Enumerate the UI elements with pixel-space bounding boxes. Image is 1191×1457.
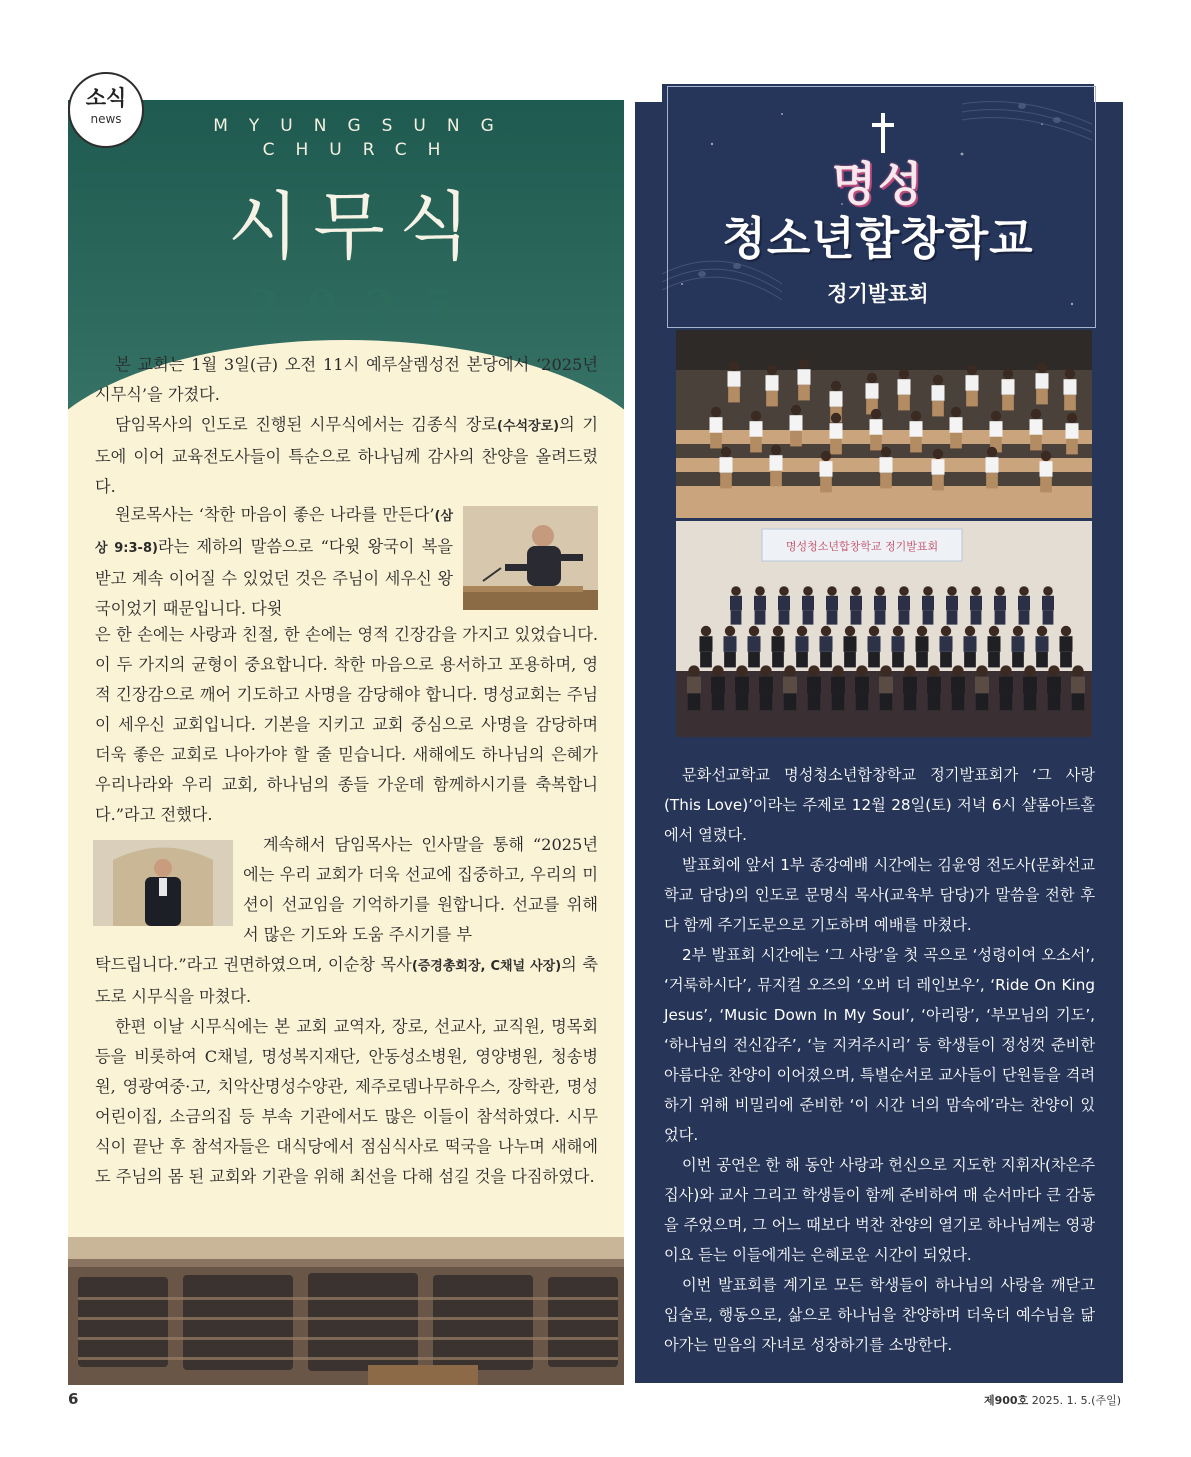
left-article [68, 100, 624, 1385]
paragraph-2: 담임목사의 인도로 진행된 시무식에서는 김종식 장로(수석장로)의 기도에 이어 교육전도사들이 특순으로 하나님께 감사의 찬양을 올려드렸다. [95, 415, 598, 496]
article-title: 시무식 [227, 184, 485, 270]
issue-info: 제900호 2025. 1. 5.(주일) [983, 1394, 1121, 1407]
choir-group-photo [676, 521, 1092, 737]
article-body-part1 [95, 350, 598, 502]
paragraph-4-end: 탁드립니다.”라고 권면하였으며, 이순창 목사(증경총회장, C채널 사장)의 축도로 시무식을 마쳤다. [95, 955, 599, 1006]
banner-text: 명성청소년합창학교 정기발표회 [785, 540, 939, 553]
article-body-part2 [95, 500, 453, 624]
paragraph-4-start: 계속해서 담임목사는 인사말을 통해 “2025년에는 우리 교회가 더욱 선교에 집중하고, 우리의 미션이 선교임을 기억하기를 원합니다. 선교를 위해서 많은 기도와 도움 주시기를 부 [243, 835, 598, 944]
paragraph-5: 한편 이날 시무식에는 본 교회 교역자, 장로, 선교사, 교직원, 명목회 등을 비롯하여 C채널, 명성복지재단, 안동성소병원, 영양병원, 청송병원, 영광여중·고, 치악산명성수양관, 제주로뎀나무하우스, 장학관, 명성어린이집, 소금의집 등 부속 기관에서도 많은 이들이 참석하였다. 시무식이 끝난 후 참석자들은 대식당에서 점심식사로 떡국을 나누며 새해에도 주님의 몸 된 교회와 기관을 위해 최선을 다해 섬길 것을 다짐하였다. [95, 1017, 598, 1186]
paragraph-3-start: 원로목사는 ‘착한 마음이 좋은 나라를 만든다’(삼상 9:3-8)라는 제하의 말씀으로 “다윗 왕국이 복을 받고 계속 이어질 수 있었던 것은 주님이 세우신 왕국이었기 때문입니다. 다윗 [95, 505, 453, 618]
article-body-part5 [95, 950, 598, 1192]
choir-paragraph-4: 이번 공연은 한 해 동안 사랑과 헌신으로 지도한 지휘자(차은주 집사)와 교사 그리고 학생들이 함께 준비하여 매 순서마다 큰 감동을 주었으며, 그 어느 때보다 벅찬 찬양의 열기로 하나님께는 영광이요 듣는 이들에게는 은혜로운 시간이 되었다. [664, 1156, 1095, 1264]
choir-title-line1: 명성 [831, 157, 925, 211]
choir-article-body [664, 760, 1095, 1360]
lead-pastor-photo [93, 840, 233, 926]
article-year: 2025 [247, 280, 481, 334]
choir-performance-photo [676, 330, 1092, 518]
congregation-photo [68, 1237, 624, 1385]
article-body-part4 [243, 830, 598, 950]
choir-paragraph-2: 발표회에 앞서 1부 종강예배 시간에는 김윤영 전도사(문화선교학교 담당)의 인도로 문명식 목사(교육부 담당)가 말씀을 전한 후 다 함께 주기도문으로 기도하며 예배를 마쳤다. [664, 856, 1095, 934]
choir-title-line2: 청소년합창학교 [722, 212, 1034, 265]
choir-subtitle: 정기발표회 [827, 282, 929, 306]
senior-pastor-photo [463, 506, 598, 610]
choir-paragraph-5: 이번 발표회를 계기로 모든 학생들이 하나님의 사랑을 깨닫고 입술로, 행동으로, 삶으로 하나님을 찬양하며 더욱더 예수님을 닮아가는 믿음의 자녀로 성장하기를 소망한다. [664, 1276, 1095, 1354]
church-name-line1: MYUNGSUNG [213, 116, 515, 136]
church-name-line2: CHURCH [262, 140, 462, 160]
badge-sub: news [90, 112, 122, 126]
section-badge [68, 72, 144, 148]
paragraph-1: 본 교회는 1월 3일(금) 오전 11시 예루살렘성전 본당에서 ‘2025년 시무식’을 가졌다. [95, 355, 598, 404]
article-body-part3 [95, 620, 598, 830]
badge-main: 소식 [85, 86, 127, 110]
choir-paragraph-3: 2부 발표회 시간에는 ‘그 사랑’을 첫 곡으로 ‘성령이여 오소서’, ‘거룩하시다’, 뮤지컬 오즈의 ‘오버 더 레인보우’, ‘Ride On King Jesus’, ‘Music Down In My Soul’, ‘아리랑’, ‘부모님의 기도’, ‘하나님의 전신갑주’, ‘늘 지켜주시리’ 등 학생들이 정성껏 준비한 아름다운 찬양이 이어졌으며, 특별순서로 교사들이 단원들을 격려하기 위해 비밀리에 준비한 ‘이 시간 너의 맘속에’라는 찬양이 있었다. [664, 946, 1095, 1144]
paragraph-3-end: 은 한 손에는 사랑과 친절, 한 손에는 영적 긴장감을 가지고 있었습니다. 이 두 가지의 균형이 중요합니다. 착한 마음으로 용서하고 포용하며, 영적 긴장감으로 깨어 기도하고 사명을 감당해야 합니다. 명성교회는 주님이 세우신 교회입니다. 기본을 지키고 교회 중심으로 사명을 감당하며 더욱 좋은 교회로 나아가야 할 줄 믿습니다. 새해에도 하나님의 은혜가 우리나라와 우리 교회, 하나님의 종들 가운데 함께하시기를 축복합니다.”라고 전했다. [95, 625, 598, 824]
page-number: 6 [68, 1390, 79, 1408]
choir-paragraph-1: 문화선교학교 명성청소년합창학교 정기발표회가 ‘그 사랑(This Love)’이라는 주제로 12월 28일(토) 저녁 6시 샬롬아트홀에서 열렸다. [664, 766, 1095, 844]
